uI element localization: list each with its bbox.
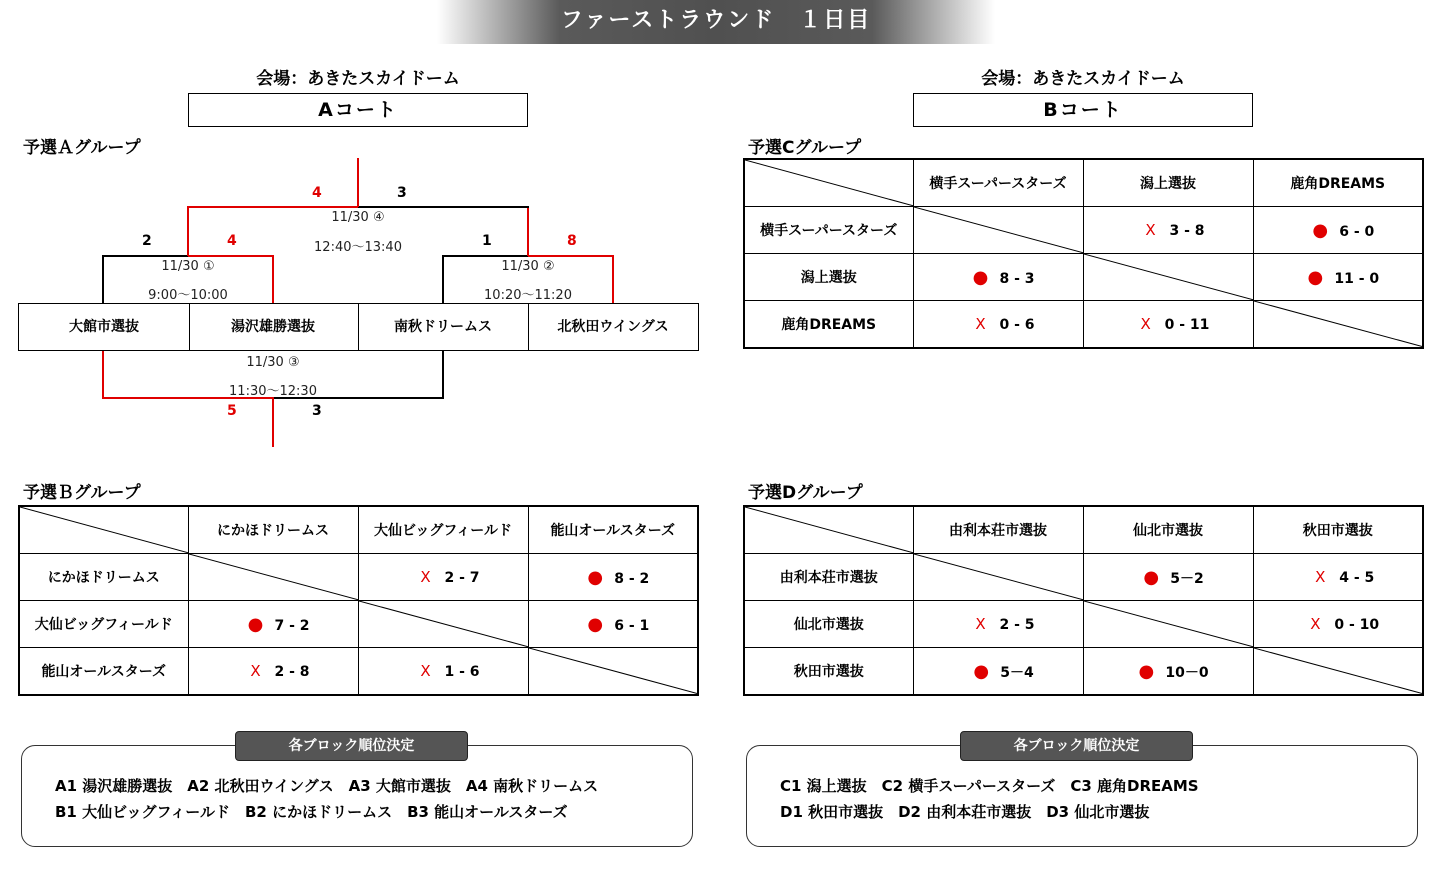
score: 5－2 <box>1170 570 1204 587</box>
bracket-line <box>102 255 104 303</box>
diagonal-line <box>1254 648 1424 694</box>
bracket-line-winner <box>188 255 274 257</box>
loss-mark: X <box>420 662 431 680</box>
group-b-table <box>18 505 699 696</box>
self-cell <box>913 207 1083 254</box>
court-label-a: Aコート <box>188 93 528 127</box>
diagonal-line <box>1084 254 1254 300</box>
match-score: 4 <box>312 185 322 201</box>
corner-cell <box>744 159 913 207</box>
result-cell <box>528 554 698 601</box>
table-row <box>744 301 1423 349</box>
score: 8 - 3 <box>999 270 1035 287</box>
table-row <box>744 554 1423 601</box>
bracket-line-winner <box>102 351 104 399</box>
loss-mark: X <box>250 662 261 680</box>
bracket-line-winner <box>612 255 614 303</box>
team-header: 横手スーパースターズ <box>913 159 1083 207</box>
self-cell <box>1253 648 1423 696</box>
group-c-title: 予選Cグループ <box>748 138 862 158</box>
team-row-label: 大仙ビッグフィールド <box>19 601 188 648</box>
bracket-line <box>102 255 188 257</box>
score: 2 - 8 <box>274 664 310 680</box>
team-header: 能山オールスターズ <box>528 506 698 554</box>
match-time: 9:00〜10:00 <box>148 288 228 303</box>
team-row-label: 能山オールスターズ <box>19 648 188 696</box>
result-cell <box>1083 207 1253 254</box>
group-d-title: 予選Dグループ <box>748 483 863 503</box>
self-cell <box>528 648 698 696</box>
result-cell <box>1253 207 1423 254</box>
result-cell <box>358 554 528 601</box>
match-score: 8 <box>567 233 577 249</box>
group-d-table <box>743 505 1424 696</box>
bracket-line-winner <box>357 158 359 207</box>
diagonal-line <box>1254 301 1424 347</box>
result-cell <box>913 601 1083 648</box>
match-score: 4 <box>227 233 237 249</box>
diagonal-line <box>1084 601 1254 647</box>
result-cell <box>188 648 358 696</box>
loss-mark: X <box>975 615 986 633</box>
diagonal-line <box>529 648 699 694</box>
result-cell <box>188 601 358 648</box>
page-title: ファーストラウンド １日目 <box>437 0 995 44</box>
ranking-line: B1 大仙ビッグフィールド B2 にかほドリームス B3 能山オールスターズ <box>55 803 568 821</box>
team-header: 大仙ビッグフィールド <box>358 506 528 554</box>
bracket-line <box>442 351 444 399</box>
diagonal-line <box>20 507 189 553</box>
self-cell <box>358 601 528 648</box>
score: 7 - 2 <box>274 617 310 634</box>
match-time: 12:40〜13:40 <box>314 240 402 255</box>
self-cell <box>188 554 358 601</box>
group-c-table <box>743 158 1424 349</box>
ranking-line: D1 秋田市選抜 D2 由利本荘市選抜 D3 仙北市選抜 <box>780 803 1150 821</box>
loss-mark: X <box>1140 315 1151 333</box>
team-header: 鹿角DREAMS <box>1253 159 1423 207</box>
bracket-line-winner <box>527 207 529 256</box>
team-row-label: 鹿角DREAMS <box>744 301 913 349</box>
score: 1 - 6 <box>444 664 480 680</box>
score: 3 - 8 <box>1169 223 1205 239</box>
team-row-label: 横手スーパースターズ <box>744 207 913 254</box>
match-date: 11/30 ① <box>161 259 215 274</box>
bracket-line <box>358 206 529 208</box>
bracket-line <box>442 255 528 257</box>
ranking-label: 各ブロック順位決定 <box>960 731 1193 761</box>
match-date: 11/30 ② <box>501 259 555 274</box>
corner-cell <box>19 506 188 554</box>
match-score: 3 <box>397 185 407 201</box>
win-mark: ● <box>1143 566 1160 588</box>
diagonal-line <box>914 207 1084 253</box>
win-mark: ● <box>1312 219 1329 241</box>
diagonal-line <box>745 507 914 553</box>
bracket-line-winner <box>187 207 189 256</box>
ranking-label: 各ブロック順位決定 <box>235 731 468 761</box>
team-header: 秋田市選抜 <box>1253 506 1423 554</box>
bracket-line-winner <box>528 255 614 257</box>
score: 2 - 7 <box>444 570 480 586</box>
self-cell <box>913 554 1083 601</box>
diagonal-line <box>914 554 1084 600</box>
diagonal-line <box>745 160 914 206</box>
table-row <box>19 648 698 696</box>
result-cell <box>913 301 1083 349</box>
score: 0 - 10 <box>1334 617 1380 633</box>
ranking-line: A1 湯沢雄勝選抜 A2 北秋田ウイングス A3 大館市選抜 A4 南秋ドリームス <box>55 777 599 795</box>
diagonal-line <box>359 601 529 647</box>
win-mark: ● <box>1138 660 1155 682</box>
team-row-label: 秋田市選抜 <box>744 648 913 696</box>
score: 6 - 0 <box>1339 223 1375 240</box>
team-cell: 南秋ドリームス <box>358 303 529 351</box>
bracket-line <box>442 255 444 303</box>
score: 0 - 11 <box>1164 317 1210 333</box>
self-cell <box>1083 254 1253 301</box>
win-mark: ● <box>973 660 990 682</box>
bracket-line-winner <box>272 255 274 303</box>
bracket-line-winner <box>272 397 274 447</box>
result-cell <box>1083 301 1253 349</box>
win-mark: ● <box>587 566 604 588</box>
table-row <box>744 254 1423 301</box>
score: 8 - 2 <box>614 570 650 587</box>
ranking-line: C1 潟上選抜 C2 横手スーパースターズ C3 鹿角DREAMS <box>780 777 1199 795</box>
match-date: 11/30 ④ <box>331 210 385 225</box>
team-header: 由利本荘市選抜 <box>913 506 1083 554</box>
score: 4 - 5 <box>1339 570 1375 586</box>
table-row <box>744 601 1423 648</box>
result-cell <box>1083 554 1253 601</box>
score: 5－4 <box>1000 664 1034 681</box>
table-row <box>744 648 1423 696</box>
team-cell: 大館市選抜 <box>18 303 190 351</box>
diagonal-line <box>189 554 359 600</box>
result-cell <box>1253 254 1423 301</box>
loss-mark: X <box>975 315 986 333</box>
team-row-label: 由利本荘市選抜 <box>744 554 913 601</box>
match-score: 2 <box>142 233 152 249</box>
score: 2 - 5 <box>999 617 1035 633</box>
loss-mark: X <box>1145 221 1156 239</box>
result-cell <box>1253 601 1423 648</box>
win-mark: ● <box>1307 266 1324 288</box>
loss-mark: X <box>1310 615 1321 633</box>
score: 10－0 <box>1165 664 1209 681</box>
team-row-label: にかほドリームス <box>19 554 188 601</box>
group-a-title: 予選Ａグループ <box>23 138 141 158</box>
corner-cell <box>744 506 913 554</box>
score: 0 - 6 <box>999 317 1035 333</box>
self-cell <box>1253 301 1423 349</box>
court-label-b: Bコート <box>913 93 1253 127</box>
venue-label-b: 会場：あきたスカイドーム <box>981 69 1185 89</box>
self-cell <box>1083 601 1253 648</box>
team-header: 潟上選抜 <box>1083 159 1253 207</box>
team-header: 仙北市選抜 <box>1083 506 1253 554</box>
match-score: 1 <box>482 233 492 249</box>
win-mark: ● <box>587 613 604 635</box>
team-cell: 北秋田ウイングス <box>528 303 699 351</box>
match-time: 11:30〜12:30 <box>229 384 317 399</box>
result-cell <box>1083 648 1253 696</box>
score: 11 - 0 <box>1334 270 1380 287</box>
match-date: 11/30 ③ <box>246 355 300 370</box>
venue-label-a: 会場：あきたスカイドーム <box>256 69 460 89</box>
table-row <box>744 207 1423 254</box>
match-score: 5 <box>227 403 237 419</box>
team-cell: 湯沢雄勝選抜 <box>188 303 359 351</box>
team-row-label: 潟上選抜 <box>744 254 913 301</box>
table-row <box>19 554 698 601</box>
loss-mark: X <box>420 568 431 586</box>
score: 6 - 1 <box>614 617 650 634</box>
result-cell <box>528 601 698 648</box>
team-header: にかほドリームス <box>188 506 358 554</box>
bracket-line-winner <box>187 206 359 208</box>
result-cell <box>913 648 1083 696</box>
loss-mark: X <box>1315 568 1326 586</box>
match-score: 3 <box>312 403 322 419</box>
win-mark: ● <box>247 613 264 635</box>
table-row <box>19 601 698 648</box>
result-cell <box>1253 554 1423 601</box>
result-cell <box>913 254 1083 301</box>
win-mark: ● <box>972 266 989 288</box>
group-b-title: 予選Ｂグループ <box>23 483 141 503</box>
result-cell <box>358 648 528 696</box>
match-time: 10:20〜11:20 <box>484 288 572 303</box>
team-row-label: 仙北市選抜 <box>744 601 913 648</box>
